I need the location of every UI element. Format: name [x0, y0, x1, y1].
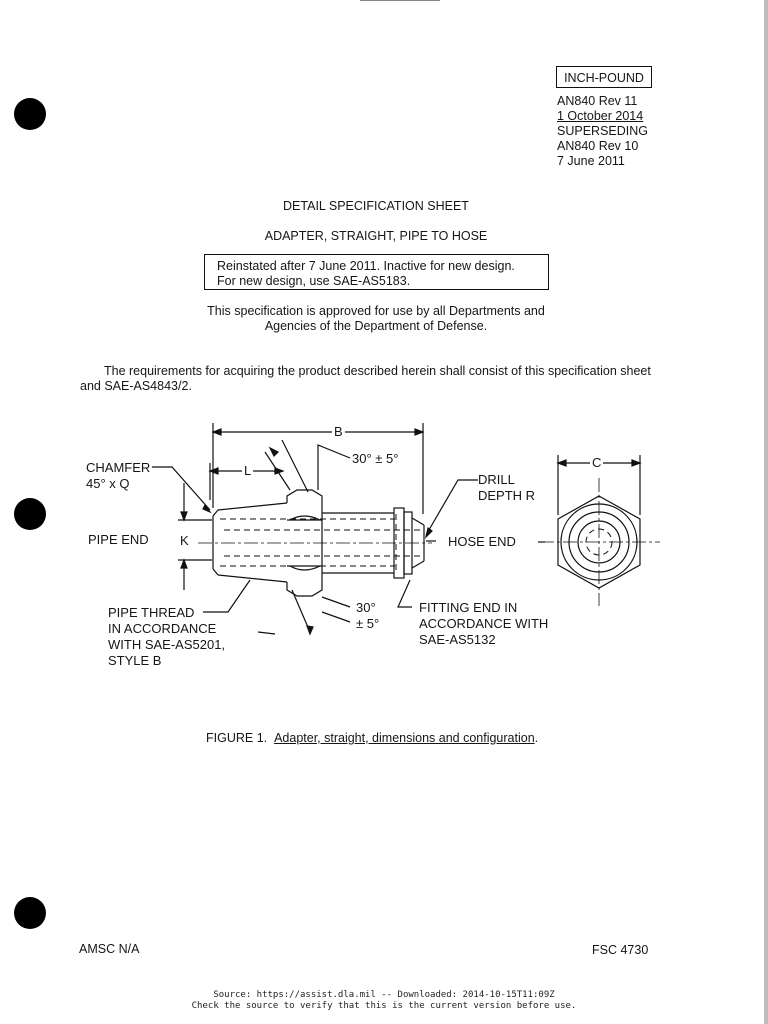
- amsc-label: AMSC N/A: [79, 942, 140, 956]
- fitting-line-3: SAE-AS5132: [419, 632, 496, 647]
- verify-note: Check the source to verify that this is the current version before use.: [191, 1001, 577, 1011]
- angle-top-label: 30° ± 5°: [352, 451, 399, 466]
- fitting-line-1: FITTING END IN: [419, 600, 518, 615]
- prev-doc-number: AN840 Rev 10: [557, 139, 639, 153]
- requirements-line-1: The requirements for acquiring the product described herein shall consist of this specification sheet: [104, 364, 651, 378]
- pipe-end-label: PIPE END: [88, 532, 149, 547]
- chamfer-line-2: 45° x Q: [86, 476, 130, 491]
- requirements-line-2: and SAE-AS4843/2.: [80, 379, 192, 393]
- hose-end-label: HOSE END: [448, 534, 516, 549]
- dim-k-label: K: [180, 533, 189, 548]
- approval-line-1: This specification is approved for use by all Departments and: [207, 304, 545, 318]
- fitting-line-2: ACCORDANCE WITH: [419, 616, 549, 631]
- sheet-title: DETAIL SPECIFICATION SHEET: [283, 199, 469, 213]
- pipe-thread-line-3: WITH SAE-AS5201,: [108, 637, 226, 652]
- pipe-thread-line-2: IN ACCORDANCE: [108, 621, 217, 636]
- angle-bottom-line-1: 30°: [356, 600, 376, 615]
- superseding-label: SUPERSEDING: [557, 124, 648, 138]
- dim-c-label: C: [592, 455, 602, 470]
- figure-caption: [206, 731, 538, 746]
- chamfer-line-1: CHAMFER: [86, 460, 151, 475]
- source-note: Source: https://assist.dla.mil -- Downloaded: 2014-10-15T11:09Z: [213, 990, 555, 1000]
- drill-label: [478, 472, 535, 504]
- pipe-thread-line-4: STYLE B: [108, 653, 162, 668]
- item-title: ADAPTER, STRAIGHT, PIPE TO HOSE: [264, 229, 488, 243]
- drill-line-2: DEPTH R: [478, 488, 536, 503]
- prev-doc-date: 7 June 2011: [557, 154, 625, 168]
- chamfer-label: [86, 460, 150, 492]
- angle-bottom-line-2: ± 5°: [356, 616, 380, 631]
- caption-end: .: [534, 731, 539, 745]
- fsc-label: FSC 4730: [592, 943, 649, 957]
- fitting-end-label: [419, 600, 548, 648]
- drill-line-1: DRILL: [478, 472, 515, 487]
- dim-b-label: B: [334, 424, 343, 439]
- caption-text: Adapter, straight, dimensions and configuration: [274, 731, 535, 745]
- pipe-thread-label: [108, 605, 225, 669]
- approval-line-2: Agencies of the Department of Defense.: [264, 319, 488, 333]
- doc-number: AN840 Rev 11: [557, 94, 638, 108]
- dim-l-label: L: [244, 463, 252, 478]
- inch-pound-box: INCH-POUND: [556, 66, 652, 88]
- pipe-thread-line-1: PIPE THREAD: [108, 605, 195, 620]
- angle-bottom-label: [356, 600, 379, 632]
- caption-prefix: FIGURE 1.: [206, 731, 268, 745]
- notice-line-2: For new design, use SAE-AS5183.: [217, 274, 411, 288]
- doc-date: 1 October 2014: [557, 109, 644, 123]
- notice-line-1: Reinstated after 7 June 2011. Inactive for new design.: [217, 259, 515, 273]
